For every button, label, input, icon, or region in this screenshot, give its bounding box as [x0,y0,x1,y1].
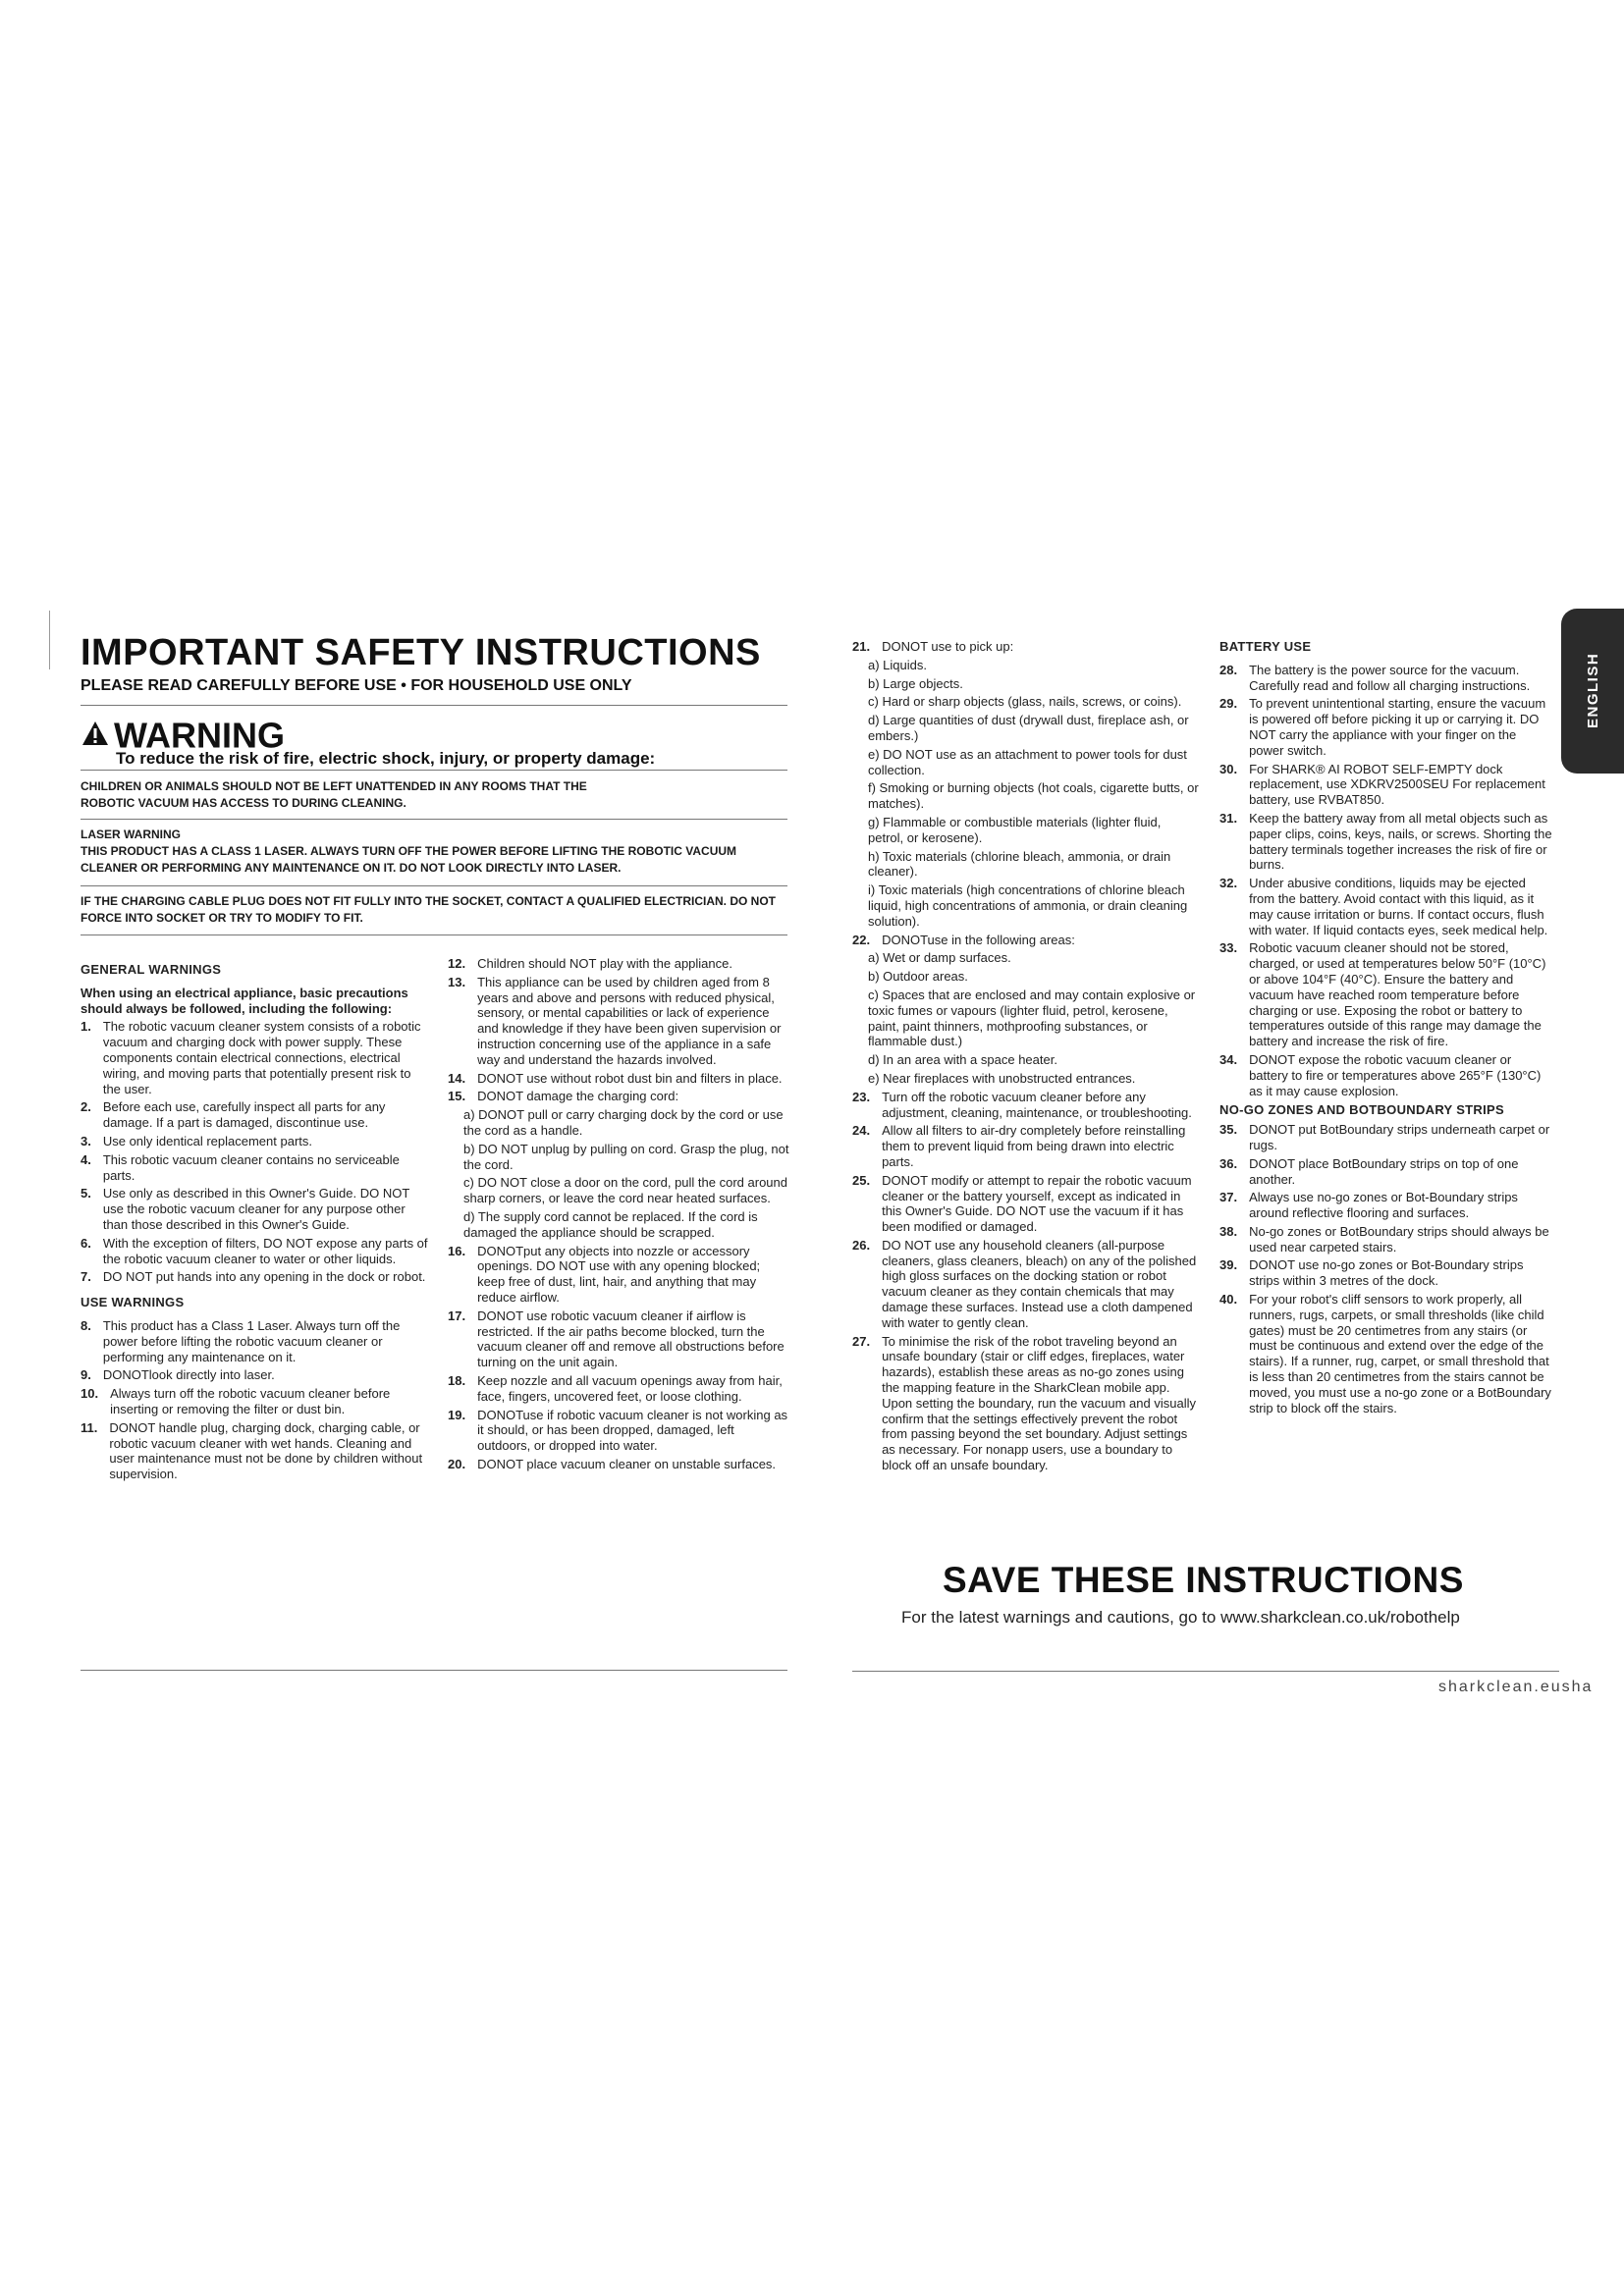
list-item [463,1107,789,1139]
item-number: 12. [448,956,466,971]
item-text: b) Large objects. [868,675,963,691]
list-item [868,950,1200,966]
list-item [448,1408,789,1454]
divider [852,1671,1559,1672]
list-item [81,1152,429,1184]
list-item [868,747,1200,778]
list-item [448,956,789,972]
list-item [463,1175,789,1206]
list-item [1219,1052,1553,1098]
item-number: 33. [1219,940,1238,956]
list-item [1219,1224,1553,1255]
laser-warning-text: THIS PRODUCT HAS A CLASS 1 LASER. ALWAYS TURN OFF THE POWER BEFORE LIFTING THE ROBOTIC VACUUM CLEANER OR PERFORMING ANY MAINTENANCE ON IT. DO NOT LOOK DIRECTLY INTO LASER. [81,844,737,875]
list-item [448,1457,789,1472]
item-text: DONOTput any objects into nozzle or accessory openings. DO NOT use with any opening blocked; keep free of dust, lint, hair, and anything that may reduce airflow. [477,1243,761,1305]
list-item [868,780,1200,812]
item-number: 27. [852,1333,871,1349]
item-text: b) DO NOT unplug by pulling on cord. Grasp the plug, not the cord. [463,1141,789,1172]
item-text: Use only as described in this Owner's Guide. DO NOT use the robotic vacuum cleaner for any purpose other than those described in this Owner's Guide. [102,1186,410,1232]
item-text: f) Smoking or burning objects (hot coals, cigarette butts, or matches). [868,780,1199,812]
list-item [448,1308,789,1370]
list-item [852,933,1200,948]
item-text: With the exception of filters, DO NOT expose any parts of the robotic vacuum cleaner to water or other liquids. [102,1235,428,1266]
list-item [868,969,1200,985]
item-number: 32. [1219,876,1238,891]
language-tab-label: ENGLISH [1585,652,1601,728]
item-number: 16. [448,1243,466,1258]
list-item [81,1367,429,1383]
item-text: Robotic vacuum cleaner should not be stored, charged, or used at temperatures below 50°F (10°C) or above 104°F (40°C). Ensure the battery and vacuum have reached room temperature before charging or use. Exposing the robot or battery to temperatures outside of this range may damage the battery and increase the risk of fire. [1249,940,1546,1049]
item-number: 30. [1219,761,1238,776]
item-text: DONOTuse in the following areas: [882,932,1075,947]
item-number: 8. [81,1317,91,1333]
item-text: DONOTlook directly into laser. [102,1367,275,1383]
item-text: c) DO NOT close a door on the cord, pull the cord around sharp corners, or leave the cord near heated surfaces. [463,1175,787,1206]
page-subtitle: PLEASE READ CAREFULLY BEFORE USE • FOR HOUSEHOLD USE ONLY [81,677,632,694]
list-item [868,713,1200,744]
column-battery-use [1219,639,1553,1418]
divider [81,705,787,706]
item-text: DONOT use no-go zones or Bot-Boundary strips strips within 3 metres of the dock. [1249,1257,1524,1289]
save-instructions-heading: SAVE THESE INSTRUCTIONS [943,1560,1464,1600]
list-item [448,1244,789,1306]
item-text: DONOT put BotBoundary strips underneath carpet or rugs. [1249,1122,1550,1152]
item-number: 9. [81,1367,91,1383]
item-text: For your robot's cliff sensors to work properly, all runners, rugs, carpets, or small thresholds (like child gates) must be 20 centimetres from any stairs (or must be continuous and extend over the edge of the stairs). If a runner, rug, carpet, or small threshold that is less than 20 centimetres from the stairs cannot be moved, you must use a no-go zone or a BotBoundary strip to block off the stairs. [1249,1292,1551,1415]
item-number: 19. [448,1407,466,1422]
column-warnings-continued [448,956,789,1475]
item-text: e) Near fireplaces with unobstructed entrances. [868,1070,1136,1086]
page-edge-mark [49,611,50,669]
item-text: Always turn off the robotic vacuum cleaner before inserting or removing the filter or dust bin. [110,1386,391,1416]
list-item [463,1209,789,1241]
list-item [1219,1122,1553,1153]
item-text: No-go zones or BotBoundary strips should always be used near carpeted stairs. [1249,1223,1549,1255]
list-item [81,1134,429,1149]
item-number: 22. [852,932,871,947]
column-general-warnings [81,952,429,1485]
list-item [852,1238,1200,1331]
item-text: DONOT place BotBoundary strips on top of one another. [1249,1155,1519,1187]
latest-warnings-link[interactable]: For the latest warnings and cautions, go to www.sharkclean.co.uk/robothelp [901,1608,1460,1627]
warning-title: WARNING [114,715,285,756]
item-number: 25. [852,1172,871,1188]
item-number: 17. [448,1308,466,1323]
list-item [868,882,1200,929]
item-number: 28. [1219,662,1238,677]
item-text: Always use no-go zones or Bot-Boundary strips around reflective flooring and surfaces. [1249,1190,1518,1221]
warning-triangle-icon [81,715,110,756]
item-text: To prevent unintentional starting, ensure the vacuum is powered off before picking it up or carrying it. DO NOT carry the appliance with your finger on the power switch. [1249,696,1546,758]
list-item [81,1099,429,1131]
item-text: This robotic vacuum cleaner contains no serviceable parts. [102,1151,400,1183]
general-intro: When using an electrical appliance, basic precautions should always be followed, including the following: [81,985,408,1016]
item-number: 11. [81,1419,98,1435]
list-item [1219,1156,1553,1188]
list-item [868,988,1200,1049]
no-go-title: NO-GO ZONES AND BOTBOUNDARY STRIPS [1219,1102,1504,1118]
item-number: 31. [1219,810,1238,826]
item-text: Use only identical replacement parts. [102,1133,313,1148]
general-warnings-title: GENERAL WARNINGS [81,962,222,977]
item-number: 2. [81,1099,91,1115]
item-text: b) Outdoor areas. [868,969,968,985]
list-item [1219,1190,1553,1221]
language-tab [1561,609,1624,774]
item-text: DONOT damage the charging cord: [477,1089,679,1104]
list-item [81,1186,429,1232]
item-number: 37. [1219,1190,1238,1205]
list-item [868,658,1200,673]
item-text: Children should NOT play with the appliance. [477,956,732,971]
item-text: h) Toxic materials (chlorine bleach, ammonia, or drain cleaner). [868,848,1171,880]
list-item [1219,876,1553,937]
item-text: DONOT handle plug, charging dock, charging cable, or robotic vacuum cleaner with wet hands. Cleaning and user maintenance must not be done by children without supervision. [109,1419,423,1482]
item-text: Keep nozzle and all vacuum openings away from hair, face, fingers, uncovered feet, or loose clothing. [477,1372,783,1404]
item-text: Allow all filters to air-dry completely before reinstalling them to prevent liquid from being drawn into electric parts. [882,1123,1186,1169]
item-text: The battery is the power source for the vacuum. Carefully read and follow all charging instructions. [1249,662,1531,693]
list-item [852,1123,1200,1169]
list-item [81,1019,429,1096]
item-number: 15. [448,1089,466,1104]
item-number: 7. [81,1269,91,1285]
item-number: 38. [1219,1223,1238,1239]
item-number: 18. [448,1372,466,1388]
list-item [868,676,1200,692]
list-item [1219,1292,1553,1415]
item-number: 35. [1219,1122,1238,1138]
item-text: g) Flammable or combustible materials (lighter fluid, petrol, or kerosene). [868,814,1162,845]
list-item [1219,940,1553,1049]
item-number: 23. [852,1089,871,1104]
list-item [868,694,1200,710]
item-text: DONOT modify or attempt to repair the robotic vacuum cleaner or the battery yourself, except as indicated in this Owner's Guide. DO NOT use the vacuum if it has been modified or damaged. [882,1172,1192,1235]
list-item [1219,663,1553,694]
item-number: 40. [1219,1292,1238,1308]
use-warnings-title: USE WARNINGS [81,1295,185,1310]
list-item [852,1334,1200,1473]
item-text: DONOT use without robot dust bin and filters in place. [477,1070,783,1086]
item-text: DONOT use to pick up: [882,639,1014,654]
item-text: a) Liquids. [868,657,927,672]
item-text: DO NOT use any household cleaners (all-purpose cleaners, glass cleaners, bleach) on any of the polished high gloss surfaces on the docking station or robot vacuum cleaner as they contain chemicals that may damage these surfaces. Instead use a cloth dampened with water to gently clean. [882,1237,1197,1330]
item-text: DONOTuse if robotic vacuum cleaner is not working as it should, or has been dropped, damaged, left outdoors, or dropped into water. [477,1407,788,1454]
item-text: The robotic vacuum cleaner system consists of a robotic vacuum and charging dock with power supply. These components contain electrical connections, electrical wiring, and moving parts that potentially present risk to the user. [102,1019,421,1096]
page-title: IMPORTANT SAFETY INSTRUCTIONS [81,632,761,673]
cable-notice: IF THE CHARGING CABLE PLUG DOES NOT FIT FULLY INTO THE SOCKET, CONTACT A QUALIFIED ELECTRICIAN. DO NOT FORCE INTO SOCKET OR TRY TO MODIFY TO FIT. [81,894,777,925]
item-number: 36. [1219,1155,1238,1171]
list-item [1219,762,1553,808]
item-text: a) DONOT pull or carry charging dock by the cord or use the cord as a handle. [463,1107,784,1138]
item-number: 26. [852,1237,871,1253]
list-item [868,1052,1200,1068]
list-item [852,1090,1200,1121]
list-item [868,849,1200,881]
item-text: a) Wet or damp surfaces. [868,950,1011,966]
item-text: c) Spaces that are enclosed and may contain explosive or toxic fumes or vapours (lighter fluid, petrol, kerosene, paint, paint thinners, mothproofing substances, or flammable dust.) [868,987,1196,1049]
item-number: 1. [81,1019,91,1035]
divider [81,1670,787,1671]
laser-warning-title: LASER WARNING [81,828,181,841]
item-text: For SHARK® AI ROBOT SELF-EMPTY dock replacement, use XDKRV2500SEU For replacement battery, use RVBAT850. [1249,761,1545,808]
list-item [463,1142,789,1173]
item-text: To minimise the risk of the robot traveling beyond an unsafe boundary (stair or cliff edges, fireplaces, water hazards), establish these areas as no-go zones using the mapping feature in the SharkClean mobile app. Upon setting the boundary, run the vacuum and visually confirm that the settings effectively prevent the robot from passing beyond the set boundary. Adjust settings as necessary. For nonapp users, use a boundary to block off an unsafe boundary. [882,1333,1196,1473]
item-text: DONOT expose the robotic vacuum cleaner or battery to fire or temperatures above 265°F (130°C) as it may cause explosion. [1249,1051,1542,1098]
item-number: 24. [852,1123,871,1139]
list-item [448,1071,789,1087]
item-text: This product has a Class 1 Laser. Always turn off the power before lifting the robotic vacuum cleaner or performing any maintenance on it. [102,1317,401,1364]
list-item [81,1236,429,1267]
warning-subtitle: To reduce the risk of fire, electric shock, injury, or property damage: [116,749,656,768]
item-number: 20. [448,1456,466,1471]
item-number: 6. [81,1235,91,1251]
divider [81,934,787,935]
list-item [81,1386,429,1417]
list-item [1219,1257,1553,1289]
divider [81,770,787,771]
item-text: c) Hard or sharp objects (glass, nails, screws, or coins). [868,694,1182,710]
item-text: i) Toxic materials (high concentrations of chlorine bleach liquid, high concentrations of ammonia, or drain cleaning solution). [868,882,1188,929]
brand-url: sharkclean.eusha [1438,1679,1594,1695]
item-text: Turn off the robotic vacuum cleaner before any adjustment, cleaning, maintenance, or troubleshooting. [882,1089,1192,1120]
item-text: d) Large quantities of dust (drywall dust, fireplace ash, or embers.) [868,713,1189,743]
item-text: DONOT place vacuum cleaner on unstable surfaces. [477,1456,777,1471]
item-text: d) In an area with a space heater. [868,1052,1057,1068]
item-number: 10. [81,1386,99,1402]
list-item [852,639,1200,655]
item-number: 14. [448,1070,466,1086]
list-item [1219,811,1553,873]
item-number: 39. [1219,1257,1238,1273]
list-item [448,1373,789,1405]
column-pickup-warnings [852,639,1200,1476]
item-text: Before each use, carefully inspect all parts for any damage. If a part is damaged, discontinue use. [102,1099,386,1131]
item-number: 5. [81,1186,91,1201]
divider [81,819,787,820]
item-text: DONOT use robotic vacuum cleaner if airflow is restricted. If the air paths become blocked, turn the vacuum cleaner off and remove all obstructions before turning on the unit again. [477,1308,785,1370]
item-text: e) DO NOT use as an attachment to power tools for dust collection. [868,746,1187,777]
list-item [868,1071,1200,1087]
battery-use-title: BATTERY USE [1219,639,1312,654]
item-number: 21. [852,639,871,654]
item-number: 4. [81,1151,91,1167]
list-item [81,1318,429,1364]
item-number: 34. [1219,1051,1238,1067]
list-item [81,1420,429,1482]
item-number: 3. [81,1133,91,1148]
list-item [1219,696,1553,758]
list-item [448,1089,789,1104]
item-text: Under abusive conditions, liquids may be ejected from the battery. Avoid contact with this liquid, as it may cause irritation or burns. If contact occurs, flush with water. If liquid contacts eyes, seek medical help. [1249,876,1548,937]
list-item [448,975,789,1068]
list-item [852,1173,1200,1235]
item-text: d) The supply cord cannot be replaced. If the cord is damaged the appliance should be scrapped. [463,1208,758,1240]
item-number: 29. [1219,696,1238,712]
item-text: Keep the battery away from all metal objects such as paper clips, coins, keys, nails, or screws. Shorting the battery terminals together increases the risk of fire or burns. [1249,810,1552,873]
item-number: 13. [448,974,466,989]
list-item [868,815,1200,846]
children-notice: CHILDREN OR ANIMALS SHOULD NOT BE LEFT UNATTENDED IN ANY ROOMS THAT THE ROBOTIC VACUUM HAS ACCESS TO DURING CLEANING. [81,779,587,810]
divider [81,885,787,886]
list-item [81,1269,429,1285]
item-text: DO NOT put hands into any opening in the dock or robot. [102,1269,426,1285]
item-text: This appliance can be used by children aged from 8 years and above and persons with reduced physical, sensory, or mental capabilities or lack of experience and knowledge if they have been given supervision or instruction concerning use of the appliance in a safe way and understand the hazards involved. [477,974,782,1067]
